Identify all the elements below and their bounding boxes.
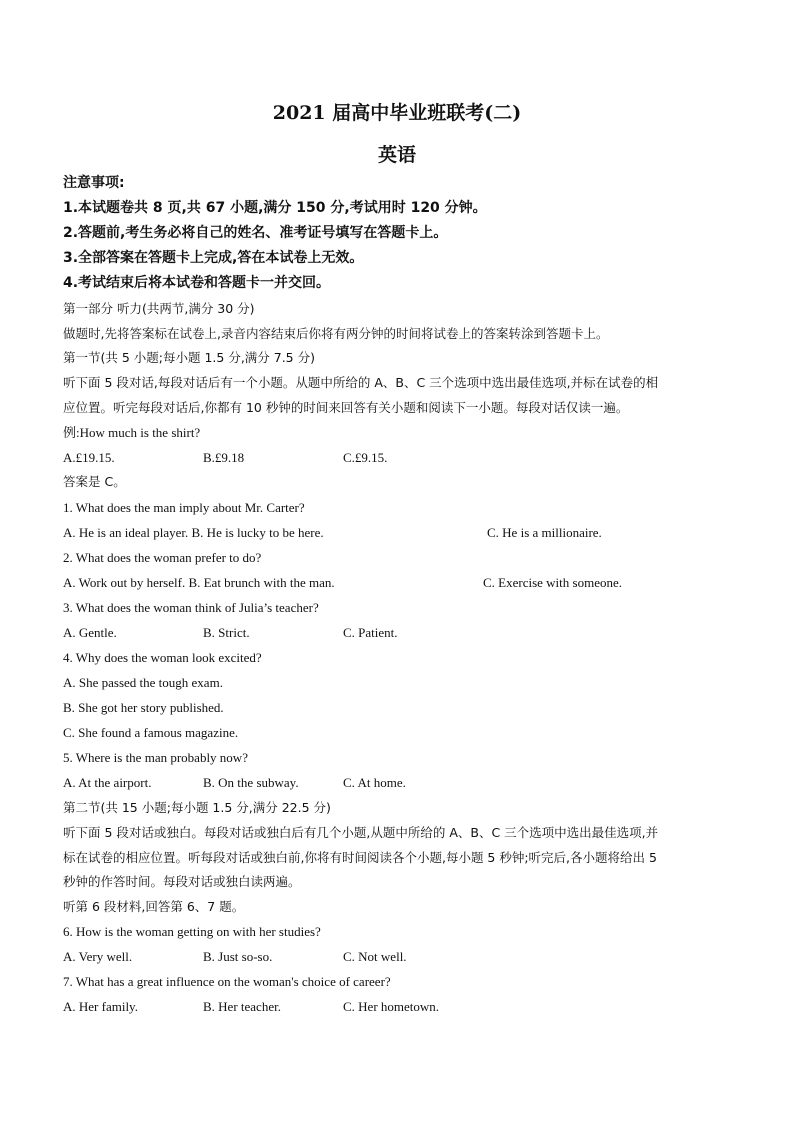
q4-option-b: B. She got her story published. [63, 700, 224, 715]
q5-option-a: A. At the airport. [63, 775, 152, 790]
q6-option-b: B. Just so-so. [203, 949, 273, 964]
example-answer: 答案是 C。 [63, 474, 126, 489]
part1-instruction: 做题时,先将答案标在试卷上,录音内容结束后你将有两分钟的时间将试卷上的答案转涂到答题卡上。 [63, 326, 609, 341]
q3-option-b: B. Strict. [203, 625, 250, 640]
q6-option-c: C. Not well. [343, 949, 407, 964]
q5-option-c: C. At home. [343, 775, 406, 790]
section2-heading: 第二节(共 15 小题;每小题 1.5 分,满分 22.5 分) [63, 800, 331, 815]
question-6: 6. How is the woman getting on with her studies? [63, 924, 321, 939]
question-1: 1. What does the man imply about Mr. Carter? [63, 500, 305, 515]
q3-option-c: C. Patient. [343, 625, 398, 640]
q1-options-ab: A. He is an ideal player. B. He is lucky to be here. [63, 525, 324, 540]
notice-item-1: 1.本试题卷共 8 页,共 67 小题,满分 150 分,考试用时 120 分钟。 [63, 200, 487, 216]
section2-instruction-line1: 听下面 5 段对话或独白。每段对话或独白后有几个小题,从题中所给的 A、B、C 三个选项中选出最佳选项,并 [63, 825, 659, 840]
question-4: 4. Why does the woman look excited? [63, 650, 262, 665]
notice-item-4: 4.考试结束后将本试卷和答题卡一并交回。 [63, 275, 331, 291]
q5-option-b: B. On the subway. [203, 775, 299, 790]
exam-title: 2021 届高中毕业班联考(二) [272, 102, 522, 124]
example-option-c: C.£9.15. [343, 450, 388, 465]
q2-options-ab: A. Work out by herself. B. Eat brunch with the man. [63, 575, 335, 590]
question-7: 7. What has a great influence on the woman's choice of career? [63, 974, 391, 989]
notice-heading: 注意事项: [63, 175, 125, 191]
part1-heading: 第一部分 听力(共两节,满分 30 分) [63, 301, 255, 316]
example-question: 例:How much is the shirt? [63, 425, 201, 440]
q7-option-a: A. Her family. [63, 999, 138, 1014]
notice-item-3: 3.全部答案在答题卡上完成,答在本试卷上无效。 [63, 250, 364, 266]
notice-item-2: 2.答题前,考生务必将自己的姓名、准考证号填写在答题卡上。 [63, 225, 448, 241]
q2-option-c: C. Exercise with someone. [483, 575, 622, 590]
q4-option-c: C. She found a famous magazine. [63, 725, 239, 740]
question-5: 5. Where is the man probably now? [63, 750, 248, 765]
section1-heading: 第一节(共 5 小题;每小题 1.5 分,满分 7.5 分) [63, 350, 315, 365]
section2-instruction-line2: 标在试卷的相应位置。听每段对话或独白前,你将有时间阅读各个小题,每小题 5 秒钟;听完后,各小题将给出 5 [63, 850, 657, 865]
section2-instruction-line3: 秒钟的作答时间。每段对话或独白读两遍。 [63, 874, 301, 889]
section1-instruction-line2: 应位置。听完每段对话后,你都有 10 秒钟的时间来回答有关小题和阅读下一小题。每段对话仅读一遍。 [63, 400, 629, 415]
example-option-a: A.£19.15. [63, 450, 115, 465]
q6-option-a: A. Very well. [63, 949, 133, 964]
q1-option-c: C. He is a millionaire. [487, 525, 602, 540]
question-3: 3. What does the woman think of Julia’s teacher? [63, 600, 319, 615]
q3-option-a: A. Gentle. [63, 625, 117, 640]
q7-option-b: B. Her teacher. [203, 999, 281, 1014]
subject-title: 英语 [377, 144, 416, 166]
example-option-b: B.£9.18 [203, 450, 245, 465]
question-2: 2. What does the woman prefer to do? [63, 550, 262, 565]
q4-option-a: A. She passed the tough exam. [63, 675, 223, 690]
material-6-heading: 听第 6 段材料,回答第 6、7 题。 [63, 899, 245, 914]
q7-option-c: C. Her hometown. [343, 999, 440, 1014]
section1-instruction-line1: 听下面 5 段对话,每段对话后有一个小题。从题中所给的 A、B、C 三个选项中选出最佳选项,并标在试卷的相 [63, 375, 659, 390]
